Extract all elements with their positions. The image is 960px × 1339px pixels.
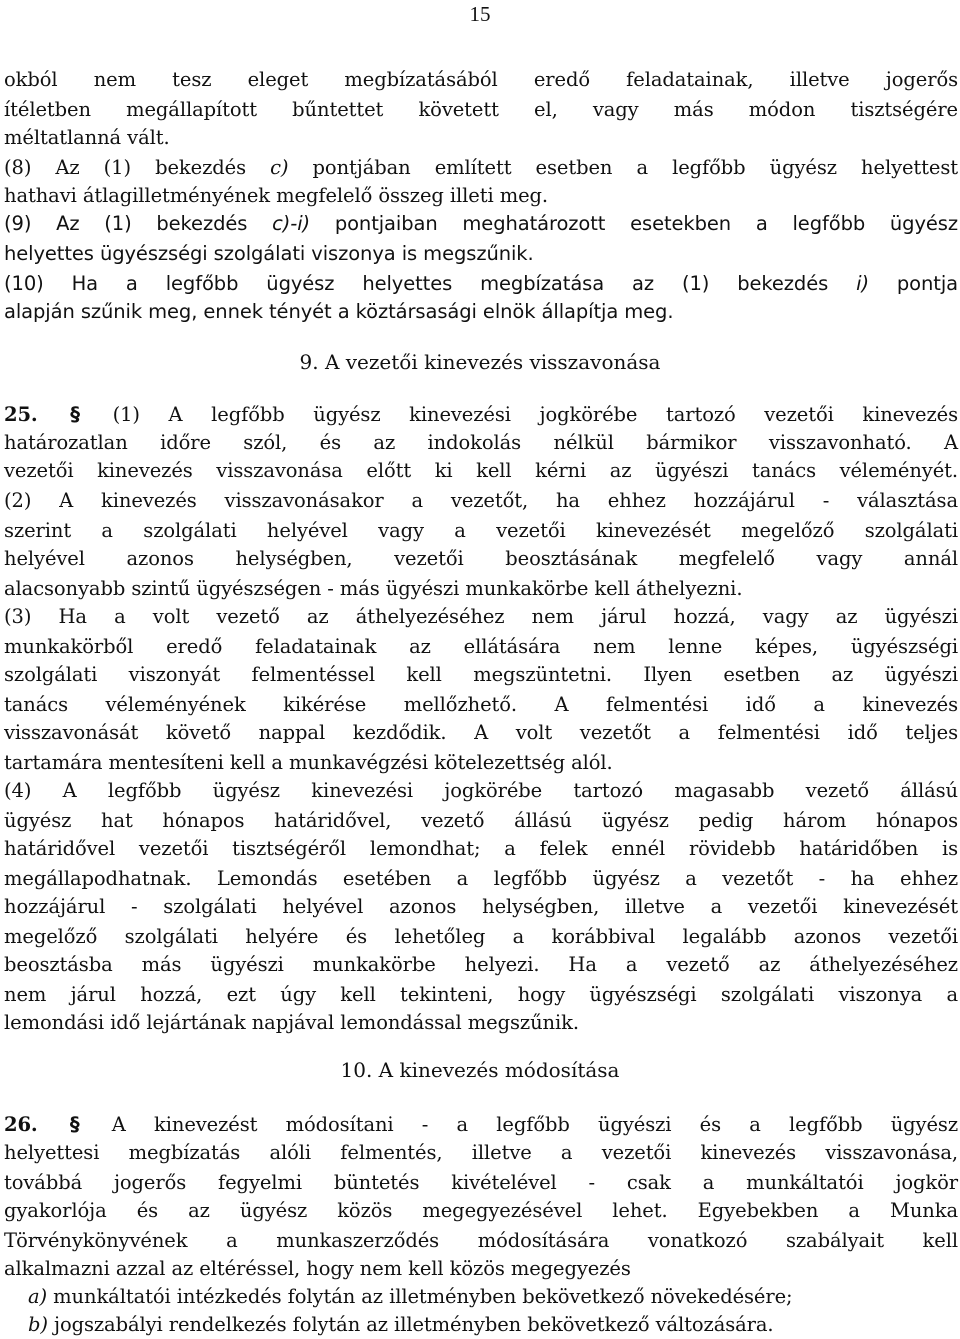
- text-line: tartamára mentesíteni kell a munkavégzési kötelezettség alól.: [4, 751, 613, 774]
- text-line: határozatlan időre szól, és az indokolás nélkül bármikor visszavonható. A: [4, 431, 958, 454]
- text-line: (4) A legfőbb ügyész kinevezési jogkörébe tartozó magasabb vezető állású: [4, 779, 958, 802]
- text-line: beosztásba más ügyészi munkakörbe helyezi. Ha a vezető az áthelyezéséhez: [4, 953, 958, 976]
- text-line: szerint a szolgálati helyével vagy a vezetői kinevezését megelőző szolgálati: [4, 519, 958, 542]
- text-line: gyakorlója és az ügyész közös megegyezésével lehet. Egyebekben a Munka: [4, 1199, 958, 1222]
- text-line: helyettesi megbízatás alóli felmentés, illetve a vezetői kinevezés visszavonása,: [4, 1141, 958, 1164]
- section-number: 25.: [4, 403, 38, 426]
- text-line: okból nem tesz eleget megbízatásából eredő feladatainak, illetve jogerős: [4, 68, 958, 91]
- text-line: méltatlanná vált.: [4, 126, 170, 149]
- paragraph-8-line: (8) Az (1) bekezdés c) pontjában említett esetben a legfőbb ügyész helyettest: [4, 156, 958, 179]
- paragraph-10-line: (10) Ha a legfőbb ügyész helyettes megbízatása az (1) bekezdés i) pontja: [4, 272, 958, 295]
- text-line: szolgálati viszonyát felmentéssel kell megszüntetni. Ilyen esetben az ügyészi: [4, 663, 958, 686]
- text-line: (3) Ha a volt vezető az áthelyezéséhez nem járul hozzá, vagy az ügyészi: [4, 605, 958, 628]
- text-line: hathavi átlagilletményének megfelelő összeg illeti meg.: [4, 184, 549, 207]
- text-line: hozzájárul - szolgálati helyével azonos helységben, illetve a vezetői kinevezését: [4, 895, 958, 918]
- section-25-first-line: 25. § (1) A legfőbb ügyész kinevezési jogkörébe tartozó vezetői kinevezés: [4, 403, 959, 426]
- text-line: visszavonását követő nappal kezdődik. A volt vezetőt a felmentési idő teljes: [4, 721, 958, 744]
- text-line: határidővel vezetői tisztségéről lemondhat; a felek ennél rövidebb határidőben is: [4, 837, 958, 860]
- paragraph-9-line: (9) Az (1) bekezdés c)-i) pontjaiban meghatározott esetekben a legfőbb ügyész: [4, 212, 958, 235]
- text-line: Törvénykönyvének a munkaszerződés módosítására vonatkozó szabályait kell: [4, 1229, 958, 1252]
- list-item-a: a) munkáltatói intézkedés folytán az illetményben bekövetkező növekedésére;: [28, 1285, 793, 1308]
- text-line: tanács véleményének kikérése mellőzhető. A felmentési idő a kinevezés: [4, 693, 958, 716]
- section-heading-10: 10. A kinevezés módosítása: [340, 1058, 620, 1082]
- text-line: továbbá jogerős fegyelmi büntetés kivételével - csak a munkáltatói jogkör: [4, 1171, 958, 1194]
- text-line: helyével azonos helységben, vezetői beosztásának megfelelő vagy annál: [4, 547, 958, 570]
- text-line: megelőző szolgálati helyére és lehetőleg a korábbival legalább azonos vezetői: [4, 925, 958, 948]
- text-line: munkakörből eredő feladatainak az ellátására nem lenne képes, ügyészségi: [4, 635, 958, 658]
- text-line: vezetői kinevezés visszavonása előtt ki kell kérni az ügyészi tanács véleményét.: [4, 459, 958, 482]
- text-line: ügyész hat hónapos határidővel, vezető állású ügyész pedig három hónapos: [4, 809, 958, 832]
- list-item-b: b) jogszabályi rendelkezés folytán az illetményben bekövetkező változására.: [28, 1313, 774, 1336]
- text-line: megállapodhatnak. Lemondás esetében a legfőbb ügyész a vezetőt - ha ehhez: [4, 867, 958, 890]
- page-number: 15: [469, 2, 491, 26]
- paragraph-sign-icon: §: [70, 403, 80, 426]
- section-number: 26.: [4, 1113, 38, 1136]
- text-line: nem járul hozzá, ezt úgy kell tekinteni, hogy ügyészségi szolgálati viszonya a: [4, 983, 958, 1006]
- section-26-first-line: 26. § A kinevezést módosítani - a legfőbb ügyészi és a legfőbb ügyész: [4, 1113, 958, 1136]
- section-heading-9: 9. A vezetői kinevezés visszavonása: [299, 350, 661, 374]
- text-line: ítéletben megállapított bűntettet követett el, vagy más módon tisztségére: [4, 98, 958, 121]
- text-line: helyettes ügyészségi szolgálati viszonya is megszűnik.: [4, 242, 534, 265]
- text-line: lemondási idő lejártának napjával lemondással megszűnik.: [4, 1011, 579, 1034]
- text-line: alkalmazni azzal az eltéréssel, hogy nem kell közös megegyezés: [4, 1257, 631, 1280]
- text-line: (2) A kinevezés visszavonásakor a vezetőt, ha ehhez hozzájárul - választása: [4, 489, 958, 512]
- paragraph-sign-icon: §: [69, 1113, 80, 1136]
- text-line: alapján szűnik meg, ennek tényét a köztársasági elnök állapítja meg.: [4, 300, 674, 323]
- text-line: alacsonyabb szintű ügyészségen - más ügyészi munkakörbe kell áthelyezni.: [4, 577, 743, 600]
